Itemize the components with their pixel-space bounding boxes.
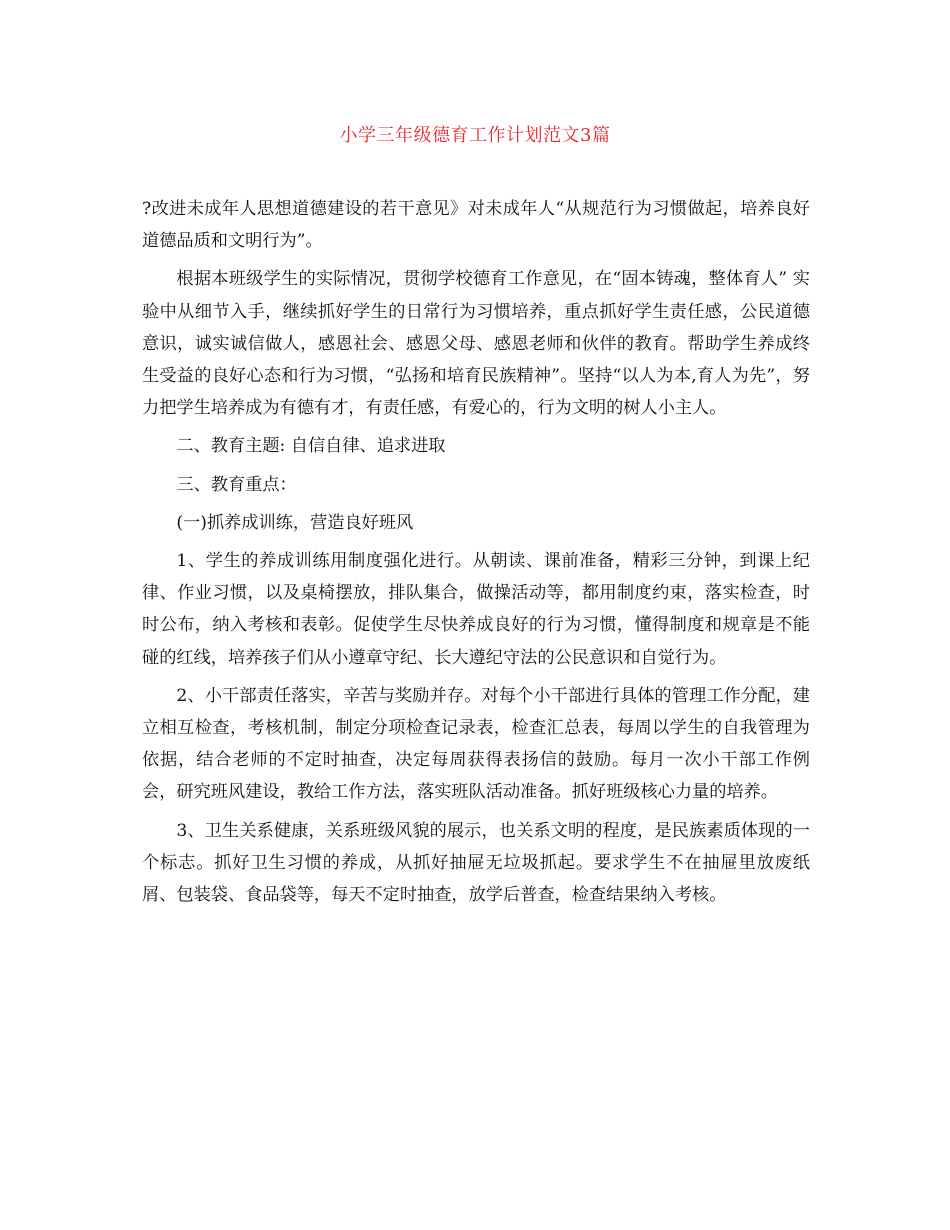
paragraph-item-1: 1、学生的养成训练用制度强化进行。从朝读、课前准备，精彩三分钟，到课上纪律、作业习惯，以及桌椅摆放，排队集合，做操活动等，都用制度约束，落实检查，时时公布，纳入考核和表彰。促使学生尽快养成良好的行为习惯，懂得制度和规章是不能碰的红线，培养孩子们从小遵章守纪、长大遵纪守法的公民意识和自觉行为。	[142, 551, 810, 668]
document-body	[142, 193, 810, 917]
paragraph-item-2: 2、小干部责任落实，辛苦与奖励并存。对每个小干部进行具体的管理工作分配，建立相互检查，考核机制，制定分项检查记录表，检查汇总表，每周以学生的自我管理为依据，结合老师的不定时抽查，决定每周获得表扬信的鼓励。每月一次小干部工作例会，研究班风建设，教给工作方法，落实班队活动准备。抓好班级核心力量的培养。	[142, 685, 810, 803]
paragraph-situation: 根据本班级学生的实际情况，贯彻学校德育工作意见，在“固本铸魂，整体育人” 实验中从细节入手，继续抓好学生的日常行为习惯培养，重点抓好学生责任感，公民道德意识，诚实诚信做人，感恩社会、感恩父母、感恩老师和伙伴的教育。帮助学生养成终生受益的良好心态和行为习惯，“弘扬和培育民族精神”。坚持“以人为本,育人为先”，努力把学生培养成为有德有才，有责任感，有爱心的，行为文明的树人小主人。	[142, 269, 810, 419]
paragraph-intro: ?改进未成年人思想道德建设的若干意见》对未成年人“从规范行为习惯做起，培养良好道德品质和文明行为”。	[142, 199, 810, 252]
paragraph-focus-heading: 三、教育重点：	[176, 474, 297, 495]
document-title: 小学三年级德育工作计划范文3篇	[339, 125, 611, 146]
paragraph-theme: 二、教育主题: 自信自律、追求进取	[176, 436, 446, 457]
paragraph-section-one: (一)抓养成训练，营造良好班风	[176, 512, 414, 533]
paragraph-item-3: 3、卫生关系健康，关系班级风貌的展示，也关系文明的程度，是民族素质体现的一个标志。抓好卫生习惯的养成，从抓好抽屉无垃圾抓起。要求学生不在抽屉里放废纸屑、包装袋、食品袋等，每天不定时抽查，放学后普查，检查结果纳入考核。	[142, 820, 810, 906]
